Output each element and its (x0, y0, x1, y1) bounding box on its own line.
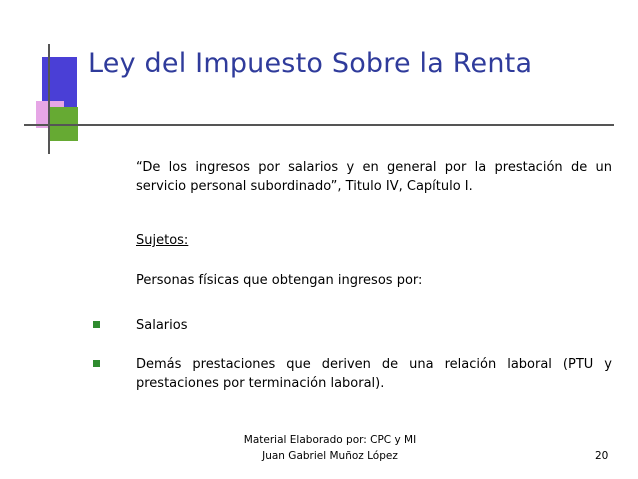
sujetos-heading: Sujetos: (136, 233, 189, 248)
title-divider-line (24, 124, 614, 126)
page-number: 20 (595, 450, 609, 462)
slide-title: Ley del Impuesto Sobre la Renta (88, 48, 533, 79)
decor-vertical-line (48, 44, 50, 154)
footer-line-2: Juan Gabriel Muñoz López (262, 450, 398, 462)
bullet-item-prestaciones: Demás prestaciones que deriven de una relación laboral (PTU y prestaciones por terminación laboral). (136, 357, 612, 391)
bullet-item-salarios: Salarios (136, 318, 188, 333)
law-quote: “De los ingresos por salarios y en general por la prestación de un servicio personal subordinado”, Titulo IV, Capítulo I. (136, 160, 612, 194)
footer-line-1: Material Elaborado por: CPC y MI (243, 434, 417, 446)
personas-text: Personas físicas que obtengan ingresos por: (136, 273, 423, 288)
bullet-square-icon (93, 360, 100, 367)
bullet-square-icon (93, 321, 100, 328)
footer-credit (230, 432, 430, 464)
